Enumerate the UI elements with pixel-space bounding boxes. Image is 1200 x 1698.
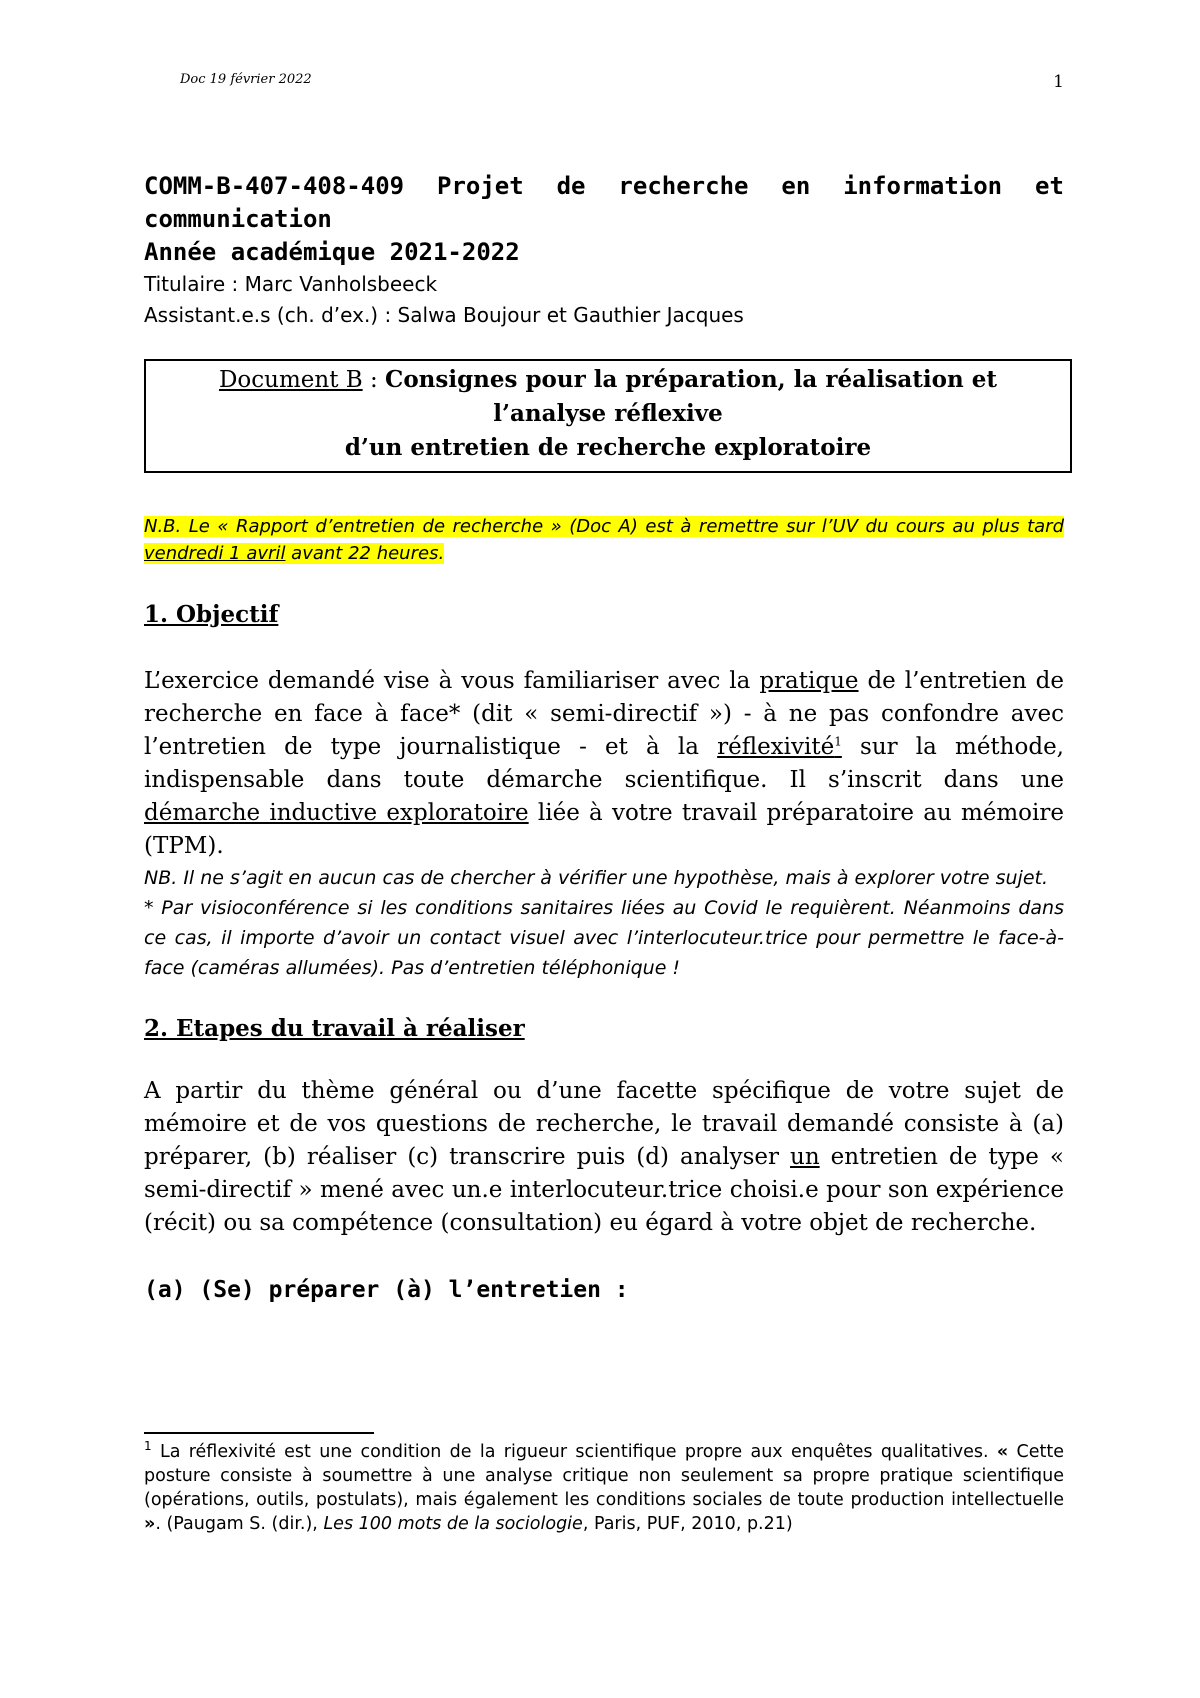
footnote-number: 1 (144, 1439, 152, 1454)
document-title-box (144, 359, 1072, 473)
document-label: Document B (218, 367, 363, 393)
etapes-paragraph (144, 1075, 1064, 1240)
title-word: information (843, 172, 1003, 200)
footnote-separator (144, 1432, 374, 1434)
doc-box-line-1 (156, 363, 1060, 397)
document-title-line-3: d’un entretien de recherche exploratoire (344, 434, 872, 461)
titulaire: Titulaire : Marc Vanholsbeeck (144, 272, 438, 296)
course-title (144, 170, 1064, 269)
nb-note: NB. Il ne s’agit en aucun cas de chercher à vérifier une hypothèse, mais à explorer votre sujet. (144, 867, 1049, 889)
page-number: 1 (1053, 72, 1064, 92)
text-run: liée à votre travail préparatoire au mémoire (TPM). (144, 800, 1064, 859)
visio-note: * Par visioconférence si les conditions sanitaires liées au Covid le requièrent. Néanmoins dans ce cas, il importe d’avoir un contact visuel avec l’interlocuteur.trice pour permettre le face-à-face (caméras allumées). Pas d’entretien téléphonique ! (144, 897, 1064, 979)
deadline-note (144, 513, 1064, 567)
objectif-paragraph (144, 665, 1064, 863)
academic-year: Année académique 2021-2022 (144, 238, 520, 266)
title-word: de (556, 172, 586, 200)
course-title-line-1 (144, 170, 1064, 203)
note-part-1: N.B. Le « Rapport d’entretien de recherche » (Doc A) est à remettre sur l’UV du cours au plus tard (144, 516, 1064, 537)
title-word: recherche (618, 172, 749, 200)
book-title: Les 100 mots de la sociologie (323, 1514, 583, 1534)
un-term: un (790, 1144, 820, 1170)
title-word: en (781, 172, 811, 200)
text-run: L’exercice demandé vise à vous familiariser avec la (144, 668, 760, 694)
reflexivite-word: réflexivité (717, 734, 835, 760)
section-heading-etapes: 2. Etapes du travail à réaliser (144, 1015, 525, 1042)
title-word: Projet (437, 172, 524, 200)
document-label-separator: : (362, 367, 386, 393)
note-part-2: avant 22 heures. (285, 543, 445, 564)
assistants: Assistant.e.s (ch. d’ex.) : Salwa Boujour et Gauthier Jacques (144, 303, 744, 327)
header-date: Doc 19 février 2022 (180, 72, 312, 87)
quote-open: « (996, 1442, 1009, 1462)
document-title-line-1: Consignes pour la préparation, la réalisation et (385, 366, 997, 393)
document-title-line-2: l’analyse réflexive (493, 400, 723, 427)
course-title-line-2: communication (144, 205, 332, 233)
deadline-note-text (144, 516, 1064, 564)
footnote-text: La réflexivité est une condition de la rigueur scientifique propre aux enquêtes qualitatives. (151, 1442, 997, 1462)
footnote-ref: 1 (834, 734, 842, 749)
footnote-text: . (Paugam S. (dir.), (155, 1514, 324, 1534)
page-content (144, 170, 1064, 1306)
subsection-heading-preparer: (a) (Se) préparer (à) l’entretien : (144, 1277, 629, 1303)
pratique-term: pratique (759, 668, 859, 694)
footnote-text: , Paris, PUF, 2010, p.21) (582, 1514, 793, 1534)
text-run: A partir du thème général ou d’une facette spécifique de votre sujet de mémoire et de vos questions de recherche, le travail demandé consiste à (a) préparer, (b) réaliser (c) transcrire puis (d) analyser (144, 1078, 1064, 1170)
text-run: entretien de type « semi-directif » mené avec un.e interlocuteur.trice choisi.e pour son expérience (récit) ou sa compétence (consultation) eu égard à votre objet de recherche. (144, 1144, 1064, 1236)
course-code: COMM-B-407-408-409 (144, 172, 405, 200)
reflexivite-term (717, 734, 842, 760)
demarche-term: démarche inductive exploratoire (144, 800, 529, 826)
title-word: et (1035, 172, 1064, 200)
deadline-date: vendredi 1 avril (144, 543, 286, 564)
quote-close: » (144, 1514, 156, 1534)
section-heading-objectif: 1. Objectif (144, 601, 279, 628)
text-run: sur la méthode, indispensable dans toute démarche scientifique. Il s’inscrit dans une (144, 734, 1064, 793)
text-run: de l’entretien de recherche en face à face* (dit « semi-directif ») - à ne pas confondre avec l’entretien de type journalistique - et à la (144, 668, 1064, 760)
footnote-text: Cette posture consiste à soumettre à une analyse critique non seulement sa propre pratique scientifique (opérations, outils, postulats), mais également les conditions sociales de toute production intellectuelle (144, 1442, 1064, 1510)
footnote (144, 1440, 1064, 1536)
